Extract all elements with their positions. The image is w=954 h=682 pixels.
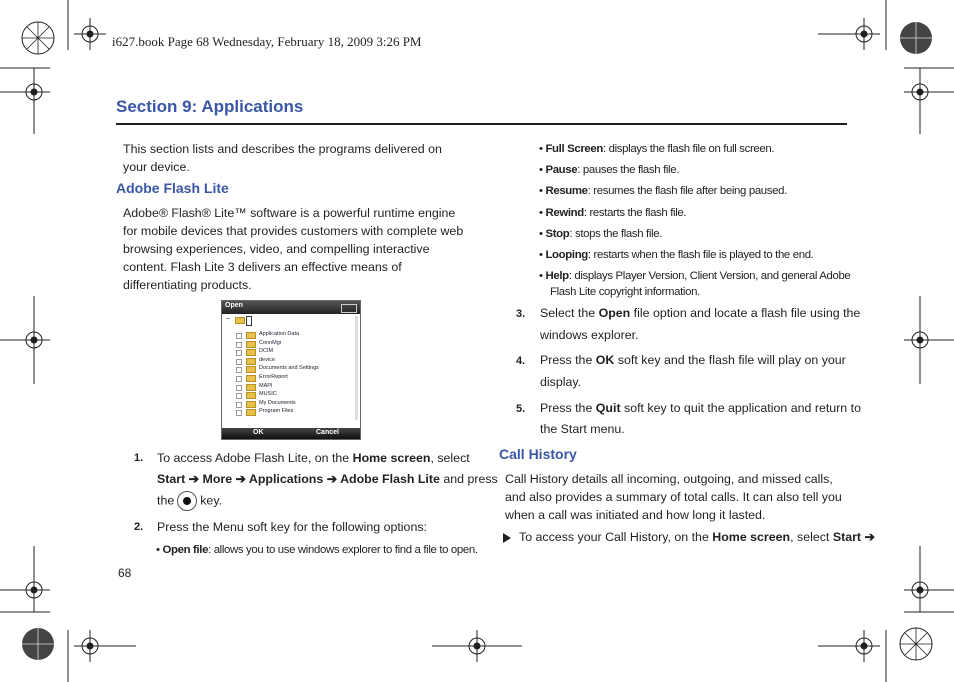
folder-icon bbox=[246, 409, 256, 416]
step-2-text: Press the Menu soft key for the following options: bbox=[157, 520, 427, 534]
step-5-number: 5. bbox=[516, 403, 526, 415]
battery-icon bbox=[341, 304, 357, 313]
screenshot-soft-ok: OK bbox=[253, 429, 264, 436]
bullet-icon: • bbox=[539, 143, 546, 155]
option-desc: : pauses the flash file. bbox=[577, 164, 680, 177]
option-desc: : stops the flash file. bbox=[569, 227, 662, 240]
expand-icon bbox=[236, 376, 242, 382]
screenshot-folder-label: ConnMgr bbox=[259, 339, 282, 346]
option-term: Stop bbox=[545, 227, 570, 240]
expand-icon bbox=[236, 402, 242, 408]
folder-icon bbox=[246, 401, 256, 408]
option-desc: : resumes the flash file after being paused. bbox=[587, 185, 787, 198]
screenshot-title-bar bbox=[222, 301, 360, 314]
folder-icon bbox=[246, 375, 256, 382]
expand-icon bbox=[236, 359, 242, 365]
ok-key-icon bbox=[177, 491, 197, 511]
screenshot-softkeys bbox=[222, 428, 360, 439]
step-1-line-1: To access Adobe Flash Lite, on the Home screen, select bbox=[157, 451, 470, 465]
expand-icon bbox=[236, 393, 242, 399]
screenshot-folder-row bbox=[226, 391, 352, 400]
folder-icon bbox=[246, 358, 256, 365]
step-1-line-3: the key. bbox=[157, 491, 222, 511]
option-desc: : restarts when the flash file is played to the end. bbox=[587, 249, 814, 261]
screenshot-folder-label: DCIM bbox=[259, 348, 274, 355]
option-desc-cont: Flash Lite copyright information. bbox=[550, 286, 700, 299]
adobe-paragraph: Adobe® Flash® Lite™ software is a powerful runtime engine for mobile devices that provides customers with complete web browsing experiences, video, and compelling interactive content. Flash Lite 3 delivers an effective means of differentiating products. bbox=[123, 206, 464, 292]
folder-icon bbox=[246, 349, 256, 356]
screenshot-folder-label: Program Files bbox=[259, 408, 294, 415]
screenshot-folder-row bbox=[226, 331, 352, 340]
call-history-instruction: To access your Call History, on the Home screen, select Start ➔ bbox=[519, 530, 875, 544]
screenshot-folder-row bbox=[226, 357, 352, 366]
step-3-line-2: windows explorer. bbox=[540, 328, 639, 342]
screenshot-folder-row bbox=[226, 340, 352, 349]
section-title: Section 9: Applications bbox=[116, 97, 304, 116]
screenshot-folder-row bbox=[226, 408, 352, 417]
option-term: Full Screen bbox=[545, 143, 604, 155]
bullet-icon: • bbox=[539, 164, 546, 177]
option-desc: : restarts the flash file. bbox=[583, 206, 687, 219]
option-item bbox=[539, 226, 662, 242]
tip-arrow-icon bbox=[503, 533, 511, 543]
option-term: Pause bbox=[545, 164, 578, 177]
screenshot-folder-label: My Documents bbox=[259, 399, 296, 406]
screenshot-title: Open bbox=[225, 302, 243, 309]
option-term: Help bbox=[545, 270, 569, 283]
bullet-icon: • bbox=[539, 227, 546, 240]
folder-icon bbox=[246, 392, 256, 399]
expand-icon bbox=[236, 342, 242, 348]
page-number: 68 bbox=[118, 566, 132, 580]
step-4-line-2: display. bbox=[540, 375, 582, 389]
bullet-icon: • bbox=[156, 544, 160, 556]
screenshot-folder-row bbox=[226, 374, 352, 383]
step-5-line-2: the Start menu. bbox=[540, 422, 625, 436]
expand-icon bbox=[236, 410, 242, 416]
step-1-number: 1. bbox=[134, 452, 144, 464]
option-term: Looping bbox=[545, 249, 588, 261]
folder-icon bbox=[246, 366, 256, 373]
step-5-line-1: Press the Quit soft key to quit the application and return to bbox=[540, 401, 861, 415]
screenshot-folder-label: Documents and Settings bbox=[259, 365, 319, 372]
screenshot-folder-label: MUSIC bbox=[259, 391, 277, 398]
folder-icon bbox=[246, 341, 256, 348]
folder-icon bbox=[246, 384, 256, 391]
intro-paragraph: This section lists and describes the programs delivered on your device. bbox=[123, 142, 442, 174]
option-term: Rewind bbox=[545, 206, 584, 219]
option-item bbox=[539, 247, 814, 263]
screenshot-soft-cancel: Cancel bbox=[316, 429, 339, 436]
bullet-icon: • bbox=[539, 249, 546, 261]
expand-icon bbox=[236, 333, 242, 339]
screenshot-folder-label: ErrorReport bbox=[259, 373, 288, 380]
option-term: Resume bbox=[545, 185, 588, 198]
option-item bbox=[539, 268, 850, 300]
option-open-file: • Open file: allows you to use windows explorer to find a file to open. bbox=[156, 544, 478, 556]
screenshot-folder-row bbox=[226, 365, 352, 374]
step-2-number: 2. bbox=[134, 521, 144, 533]
option-item bbox=[539, 141, 774, 157]
screenshot-folder-label: device bbox=[259, 356, 275, 363]
option-desc: : displays the flash file on full screen. bbox=[603, 143, 775, 155]
call-history-paragraph: Call History details all incoming, outgoing, and missed calls, and also provides a summary of total calls. It can also tell you when a call was initiated and how long it lasted. bbox=[505, 472, 842, 522]
expand-icon bbox=[236, 385, 242, 391]
expand-icon bbox=[236, 367, 242, 373]
section-rule bbox=[116, 123, 847, 125]
step-3-number: 3. bbox=[516, 308, 526, 320]
open-dialog-screenshot bbox=[221, 300, 361, 440]
bullet-icon: • bbox=[539, 206, 546, 219]
bullet-icon: • bbox=[539, 185, 546, 198]
folder-icon bbox=[246, 332, 256, 339]
expand-icon bbox=[236, 350, 242, 356]
step-4-line-1: Press the OK soft key and the flash file will play on your bbox=[540, 353, 846, 367]
bullet-icon: • bbox=[539, 270, 546, 283]
screenshot-folder-row bbox=[226, 400, 352, 409]
screenshot-scrollbar bbox=[355, 316, 358, 420]
call-history-heading: Call History bbox=[499, 446, 577, 462]
screenshot-folder-list bbox=[226, 331, 352, 417]
screenshot-folder-row bbox=[226, 383, 352, 392]
print-header: i627.book Page 68 Wednesday, February 18, 2009 3:26 PM bbox=[112, 34, 422, 49]
step-3-line-1: Select the Open file option and locate a flash file using the bbox=[540, 306, 861, 320]
option-item bbox=[539, 183, 787, 199]
step-4-number: 4. bbox=[516, 355, 526, 367]
option-item bbox=[539, 205, 686, 221]
screenshot-folder-label: MAPI bbox=[259, 382, 273, 389]
option-item bbox=[539, 162, 679, 178]
adobe-flash-lite-heading: Adobe Flash Lite bbox=[116, 180, 229, 196]
screenshot-folder-label: Application Data bbox=[259, 331, 300, 337]
screenshot-folder-row bbox=[226, 348, 352, 357]
option-desc: : displays Player Version, Client Version, and general Adobe bbox=[568, 270, 851, 283]
step-1-line-2: Start ➔ More ➔ Applications ➔ Adobe Flash Lite and press bbox=[157, 472, 498, 486]
